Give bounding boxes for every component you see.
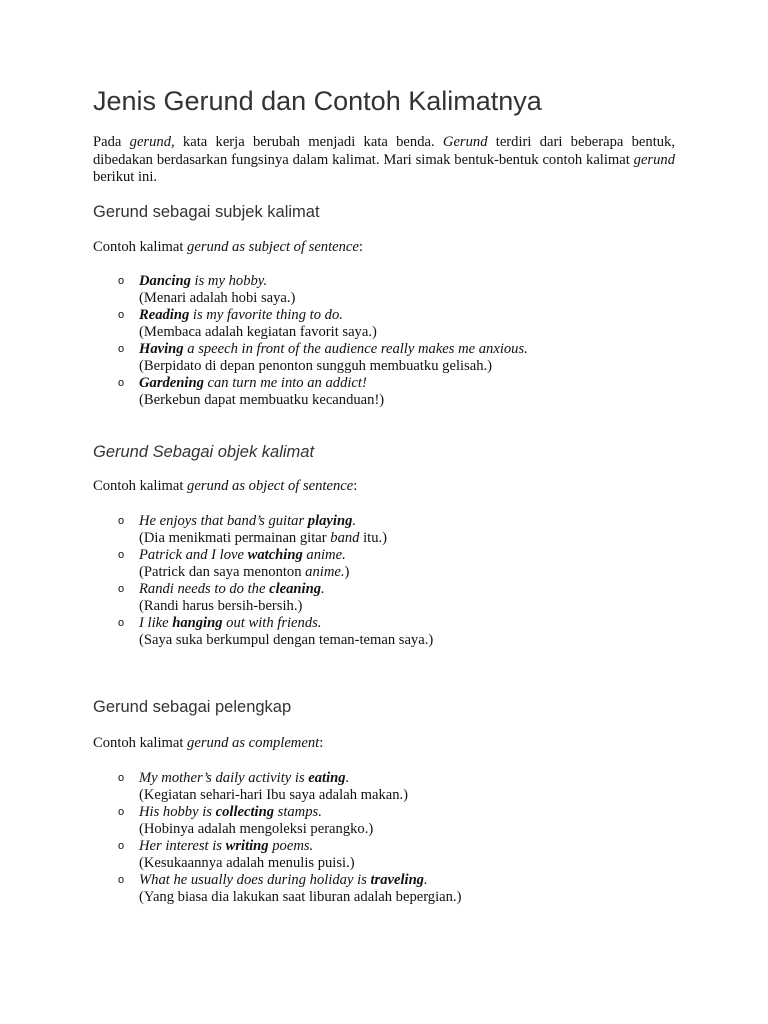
gerund-word: hanging xyxy=(172,615,223,631)
lead-suffix: : xyxy=(358,239,363,255)
example-sentence: Patrick and I love watching anime. xyxy=(139,547,346,563)
list-item xyxy=(118,273,528,307)
intro-text: berikut ini. xyxy=(93,169,158,185)
intro-paragraph xyxy=(93,134,675,187)
section-heading: Gerund sebagai subjek kalimat xyxy=(93,203,320,221)
intro-term: Gerund xyxy=(442,134,488,150)
example-sentence: Gardening can turn me into an addict! xyxy=(139,375,367,391)
gerund-word: cleaning xyxy=(269,581,321,597)
section-lead xyxy=(93,735,323,752)
translation: (Yang biasa dia lakukan saat liburan adalah bepergian.) xyxy=(139,889,462,905)
lead-prefix: Contoh kalimat xyxy=(93,735,188,751)
gerund-word: watching xyxy=(247,547,303,563)
example-sentence: He enjoys that band’s guitar playing. xyxy=(139,513,357,529)
list-item xyxy=(118,307,528,341)
bullet-marker: o xyxy=(118,806,125,818)
gerund-word: collecting xyxy=(215,804,274,820)
bullet-marker: o xyxy=(118,583,125,595)
list-item xyxy=(118,547,433,581)
intro-text: Pada xyxy=(93,134,130,150)
translation: (Berkebun dapat membuatku kecanduan!) xyxy=(139,392,385,408)
intro-term: gerund xyxy=(633,151,675,168)
lead-suffix: : xyxy=(319,735,324,751)
list-item xyxy=(118,341,528,375)
lead-prefix: Contoh kalimat xyxy=(93,478,188,494)
example-sentence: Randi needs to do the cleaning. xyxy=(139,581,325,597)
bullet-marker: o xyxy=(118,772,125,784)
bullet-marker: o xyxy=(118,377,125,389)
lead-suffix: : xyxy=(353,478,358,494)
gerund-word: writing xyxy=(225,838,269,854)
translation: (Membaca adalah kegiatan favorit saya.) xyxy=(139,324,377,340)
lead-term: gerund as object of sentence xyxy=(187,478,354,494)
example-list xyxy=(118,770,461,906)
list-item xyxy=(118,513,433,547)
gerund-word: Reading xyxy=(139,307,190,323)
example-list xyxy=(118,513,433,649)
gerund-word: Gardening xyxy=(139,375,204,391)
lead-term: gerund as complement xyxy=(187,735,320,751)
example-sentence: What he usually does during holiday is traveling. xyxy=(139,872,428,888)
intro-term: gerund, xyxy=(129,134,175,150)
example-sentence: Having a speech in front of the audience really makes me anxious. xyxy=(139,341,528,357)
lead-term: gerund as subject of sentence xyxy=(187,239,359,255)
bullet-marker: o xyxy=(118,515,125,527)
translation: (Dia menikmati permainan gitar band itu.) xyxy=(139,530,388,546)
bullet-marker: o xyxy=(118,309,125,321)
translation: (Berpidato di depan penonton sungguh membuatku gelisah.) xyxy=(139,358,493,374)
list-item xyxy=(118,770,461,804)
section-heading: Gerund Sebagai objek kalimat xyxy=(93,443,315,461)
example-sentence: His hobby is collecting stamps. xyxy=(139,804,322,820)
gerund-word: traveling xyxy=(370,872,424,888)
list-item xyxy=(118,581,433,615)
list-item xyxy=(118,804,461,838)
gerund-word: Having xyxy=(139,341,184,357)
gerund-word: Dancing xyxy=(139,273,191,289)
example-sentence: I like hanging out with friends. xyxy=(139,615,322,631)
list-item xyxy=(118,375,528,409)
section-heading: Gerund sebagai pelengkap xyxy=(93,698,292,716)
intro-text: kata kerja berubah menjadi kata benda. xyxy=(174,134,443,150)
translation: (Hobinya adalah mengoleksi perangko.) xyxy=(139,821,374,837)
page-title: Jenis Gerund dan Contoh Kalimatnya xyxy=(93,86,542,116)
bullet-marker: o xyxy=(118,874,125,886)
list-item xyxy=(118,838,461,872)
example-sentence: My mother’s daily activity is eating. xyxy=(139,770,350,786)
section-lead xyxy=(93,239,363,256)
translation: (Menari adalah hobi saya.) xyxy=(139,290,296,306)
bullet-marker: o xyxy=(118,275,125,287)
example-sentence: Dancing is my hobby. xyxy=(139,273,268,289)
gerund-word: playing xyxy=(307,513,353,529)
translation: (Randi harus bersih-bersih.) xyxy=(139,598,303,614)
list-item xyxy=(118,872,461,906)
section-lead xyxy=(93,478,357,495)
translation: (Kesukaannya adalah menulis puisi.) xyxy=(139,855,355,871)
list-item xyxy=(118,615,433,649)
gerund-word: eating xyxy=(308,770,346,786)
example-sentence: Reading is my favorite thing to do. xyxy=(139,307,343,323)
bullet-marker: o xyxy=(118,343,125,355)
example-sentence: Her interest is writing poems. xyxy=(139,838,314,854)
example-list xyxy=(118,273,528,409)
lead-prefix: Contoh kalimat xyxy=(93,239,188,255)
translation: (Saya suka berkumpul dengan teman-teman saya.) xyxy=(139,632,434,648)
intro-text: terdiri dari beberapa bentuk, dibedakan berdasarkan fungsinya dalam kalimat. Mari simak bentuk-bentuk contoh kalimat xyxy=(93,134,675,168)
bullet-marker: o xyxy=(118,617,125,629)
translation: (Kegiatan sehari-hari Ibu saya adalah makan.) xyxy=(139,787,409,803)
translation: (Patrick dan saya menonton anime.) xyxy=(139,564,350,580)
bullet-marker: o xyxy=(118,549,125,561)
bullet-marker: o xyxy=(118,840,125,852)
